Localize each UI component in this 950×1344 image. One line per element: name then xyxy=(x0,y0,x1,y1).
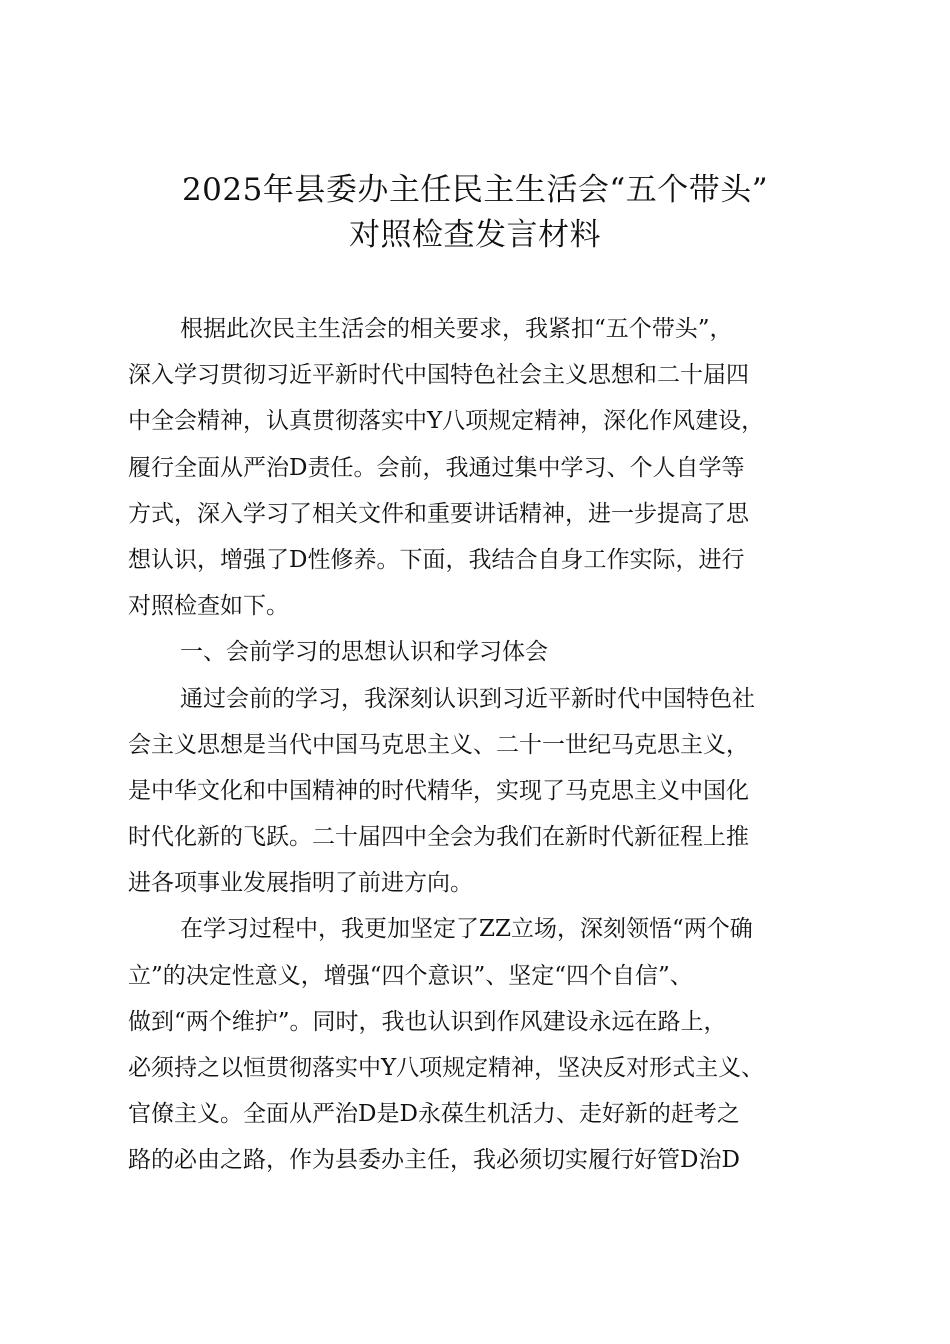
document-body xyxy=(128,306,844,1184)
title-line-2: 对照检查发言材料 xyxy=(349,217,601,253)
text-line: 路的必由之路，作为县委办主任，我必须切实履行好管D治D xyxy=(128,1147,740,1174)
paragraph-learning xyxy=(128,676,844,907)
section-heading-1 xyxy=(128,629,844,675)
text-line: 深入学习贯彻习近平新时代中国特色社会主义思想和二十届四 xyxy=(128,362,749,389)
text-line: 履行全面从严治D责任。会前，我通过集中学习、个人自学等 xyxy=(128,454,745,481)
text-line: 时代化新的飞跃。二十届四中全会为我们在新时代新征程上推 xyxy=(128,824,749,851)
title-line-1: 2025年县委办主任民主生活会“五个带头” xyxy=(181,172,769,208)
text-line: 方式，深入学习了相关文件和重要讲话精神，进一步提高了思 xyxy=(128,500,749,527)
text-line: 在学习过程中，我更加坚定了ZZ立场，深刻领悟“两个确 xyxy=(180,916,753,943)
document-title xyxy=(100,168,850,258)
text-line: 立”的决定性意义，增强“四个意识”、坚定“四个自信”、 xyxy=(128,962,693,989)
section-heading-text: 一、会前学习的思想认识和学习体会 xyxy=(180,639,548,666)
text-line: 必须持之以恒贯彻落实中Y八项规定精神，坚决反对形式主义、 xyxy=(128,1055,765,1081)
text-line: 是中华文化和中国精神的时代精华，实现了马克思主义中国化 xyxy=(128,777,749,804)
text-line: 会主义思想是当代中国马克思主义、二十一世纪马克思主义， xyxy=(128,731,749,758)
text-line: 做到“两个维护”。同时，我也认识到作风建设永远在路上， xyxy=(128,1008,727,1035)
text-line: 根据此次民主生活会的相关要求，我紧扣“五个带头”， xyxy=(180,316,733,342)
paragraph-intro xyxy=(128,306,844,629)
text-line: 官僚主义。全面从严治D是D永葆生机活力、走好新的赶考之 xyxy=(128,1101,740,1128)
text-line: 通过会前的学习，我深刻认识到习近平新时代中国特色社 xyxy=(180,685,755,712)
text-line: 进各项事业发展指明了前进方向。 xyxy=(128,870,473,897)
text-line: 对照检查如下。 xyxy=(128,593,289,620)
text-line: 想认识，增强了D性修养。下面，我结合自身工作实际，进行 xyxy=(128,546,745,573)
paragraph-process xyxy=(128,906,844,1183)
text-line: 中全会精神，认真贯彻落实中Y八项规定精神，深化作风建设， xyxy=(128,408,765,435)
